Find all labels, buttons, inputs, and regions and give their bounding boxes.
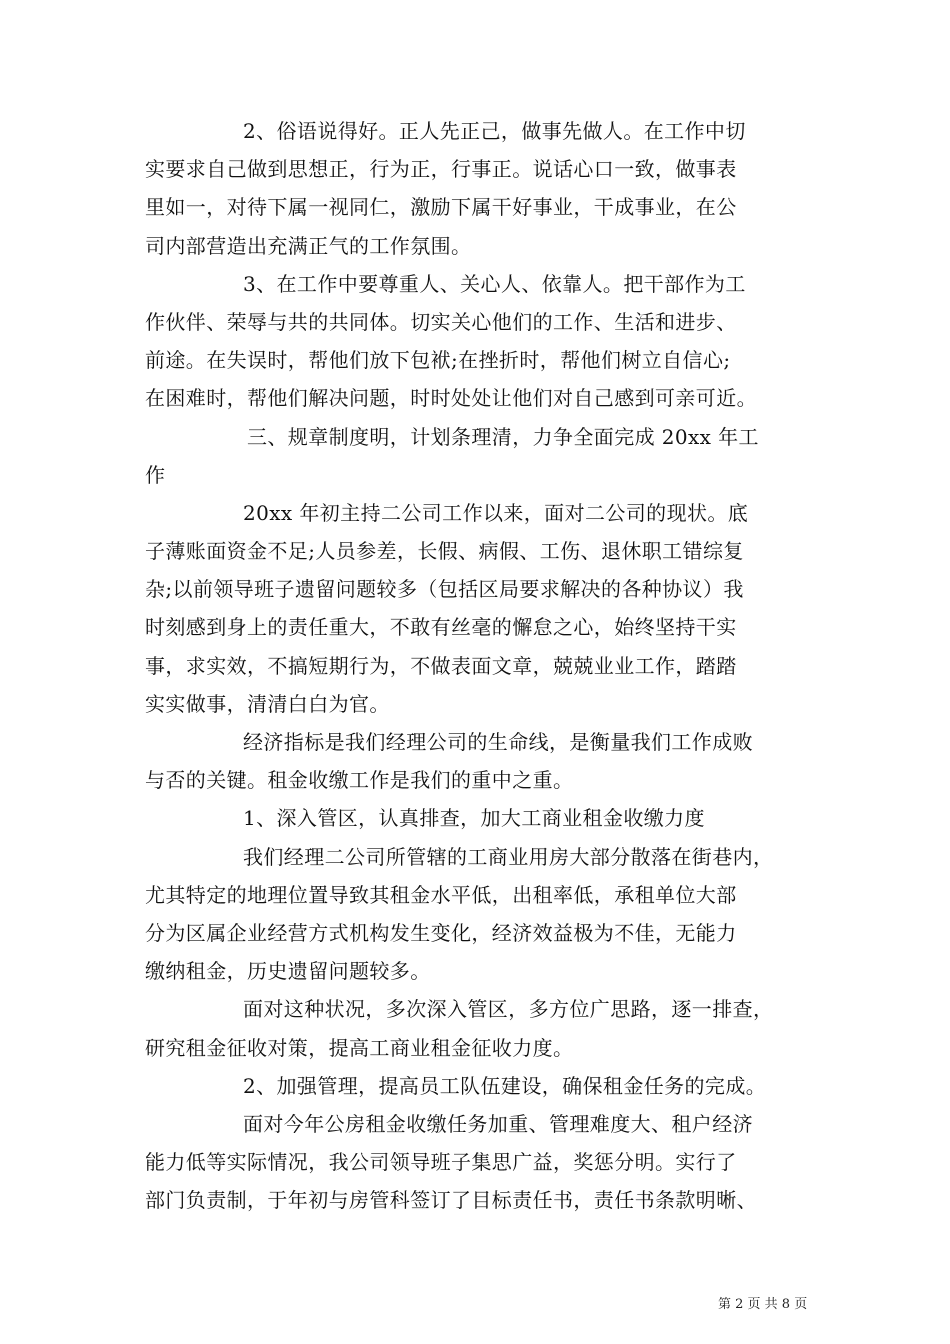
paragraph-line: 事，求实效，不搞短期行为，不做表面文章，兢兢业业工作，踏踏: [145, 653, 737, 678]
paragraph-line: 能力低等实际情况，我公司领导班子集思广益，奖惩分明。实行了: [145, 1150, 737, 1175]
paragraph-line: 部门负责制，于年初与房管科签订了目标责任书，责任书条款明晰、: [145, 1188, 757, 1213]
paragraph-line: 实实做事，清清白白为官。: [145, 691, 390, 716]
paragraph-line: 作伙伴、荣辱与共的共同体。切实关心他们的工作、生活和进步、: [145, 309, 737, 334]
paragraph-line: 我们经理二公司所管辖的工商业用房大部分散落在街巷内，: [243, 844, 774, 869]
paragraph-line: 尤其特定的地理位置导致其租金水平低，出租率低，承租单位大部: [145, 882, 737, 907]
paragraph-line: 面对今年公房租金收缴任务加重、管理难度大、租户经济: [243, 1111, 753, 1136]
paragraph-line: 司内部营造出充满正气的工作氛围。: [145, 233, 472, 258]
paragraph-line: 面对这种状况，多次深入管区，多方位广思路，逐一排查，: [243, 997, 774, 1022]
section-heading: 三、规章制度明，计划条理清，力争全面完成 20xx 年工: [247, 424, 759, 449]
paragraph-line: 子薄账面资金不足;人员参差，长假、病假、工伤、退休职工错综复: [145, 539, 744, 564]
paragraph-line: 与否的关键。租金收缴工作是我们的重中之重。: [145, 768, 574, 793]
subheading-line: 2、加强管理，提高员工队伍建设，确保租金任务的完成。: [243, 1073, 767, 1098]
paragraph-line: 3、在工作中要尊重人、关心人、依靠人。把干部作为工: [243, 271, 746, 296]
paragraph-line: 20xx 年初主持二公司工作以来，面对二公司的现状。底: [243, 500, 749, 525]
paragraph-line: 实要求自己做到思想正，行为正，行事正。说话心口一致，做事表: [145, 157, 737, 182]
paragraph-line: 在困难时，帮他们解决问题，时时处处让他们对自己感到可亲可近。: [145, 386, 757, 411]
section-heading-continued: 作: [145, 462, 166, 487]
paragraph-line: 2、俗语说得好。正人先正己，做事先做人。在工作中切: [243, 119, 746, 143]
paragraph-line: 里如一，对待下属一视同仁，激励下属干好事业，干成事业，在公: [145, 195, 737, 220]
paragraph-line: 研究租金征收对策，提高工商业租金征收力度。: [145, 1035, 574, 1060]
paragraph-line: 缴纳租金，历史遗留问题较多。: [145, 959, 431, 984]
paragraph-line: 杂;以前领导班子遗留问题较多（包括区局要求解决的各种协议）我: [145, 577, 744, 602]
subheading-line: 1、深入管区，认真排查，加大工商业租金收缴力度: [243, 806, 705, 831]
paragraph-line: 经济指标是我们经理公司的生命线，是衡量我们工作成败: [243, 730, 753, 754]
page-number-footer: 第 2 页 共 8 页: [718, 1297, 808, 1312]
paragraph-line: 时刻感到身上的责任重大，不敢有丝毫的懈怠之心，始终坚持干实: [145, 615, 737, 640]
document-body: [145, 112, 807, 1219]
paragraph-line: 前途。在失误时，帮他们放下包袱;在挫折时，帮他们树立自信心;: [145, 348, 731, 373]
paragraph-line: 分为区属企业经营方式机构发生变化，经济效益极为不佳，无能力: [145, 920, 737, 945]
